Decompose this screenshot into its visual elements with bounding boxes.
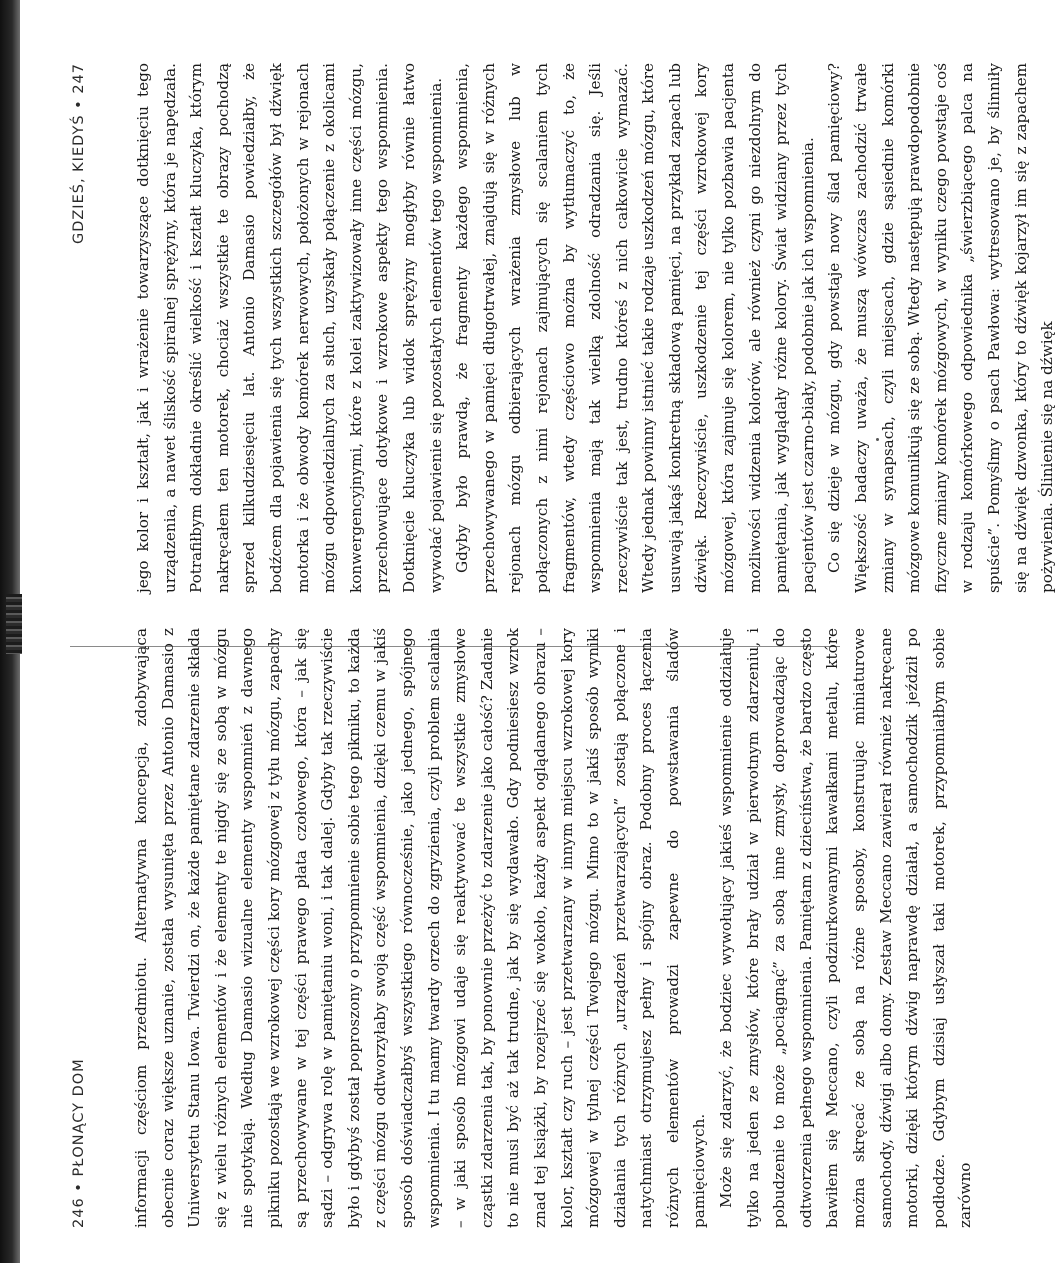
right-paragraph-1: jego kolor i kształt, jak i wrażenie towarzyszące dotknięciu tego urządzenia, a nawet śliskość spiralnej sprężyny, która je napędzała. Potrafiłbym dokładnie określić wielkość i kształt kluczyka, którym nakręcałem ten motorek, chociaż wszystkie te obrazy pochodzą sprzed kilkudziesięciu lat. Antonio Damasio powiedziałby, że bodźcem dla pojawienia się tych wszystkich szczegółów był dźwięk motorka i że obwody komórek nerwowych, położonych w rejonach mózgu odpowiedzialnych za słuch, uzyskały połączenie z okolicami konwergencyjnymi, które z kolei zaktywizowały inne części mózgu, przechowujące dotykowe i wzrokowe aspekty tego wspomnienia. Dotknięcie kluczyka lub widok sprężyny mogłyby równie łatwo wywołać pojawienie się pozostałych elementów tego wspomnienia. xyxy=(134,63,445,593)
gutter-shadow xyxy=(6,594,22,654)
right-page xyxy=(58,63,1057,593)
left-paragraph-2: Może się zdarzyć, że bodziec wywołujący jakieś wspomnienie oddziałuje tylko na jeden ze zmysłów, które brały udział w pierwotnym zdarzeniu, i pobudzenie to może „pociągnąć” za sobą inne zmysły, doprowadzając do odtworzenia pełnego wspomnienia. Pamiętam z dzieciństwa, że bardzo często bawiłem się Meccano, czyli podziurkowanymi kawałkami metalu, które można skręcać ze sobą na różne sposoby, konstruując miniaturowe samochody, dźwigi albo domy. Zestaw Meccano zawierał również nakręcane motorki, dzięki którym dźwig naprawdę działał, a samochodzik jeździł po podłodze. Gdybym dzisiaj usłyszał taki motorek, przypomniałbym sobie zarówno xyxy=(717,628,975,1228)
right-paragraph-3: Co się dzieje w mózgu, gdy powstaje nowy ślad pamięciowy? Większość badaczy uważa, że muszą wówczas zachodzić trwałe zmiany w synapsach, czyli miejscach, gdzie sąsiednie komórki mózgowe komunikują się ze sobą. Wtedy następują prawdopodobnie fizyczne zmiany komórek mózgowych, w wyniku czego powstaje coś w rodzaju komórkowego odpowiednika „świerzbiącego palca na spuście”. Pomyślmy o psach Pawłowa: wytresowano je, by ślinniły się na dźwięk dzwonka, który to dźwięk kojarzył im się z zapachem pożywienia. Ślinienie się na dźwięk xyxy=(825,63,1057,593)
right-page-body xyxy=(100,63,1061,593)
left-running-head: 246 • PŁONĄCY DOM xyxy=(71,1058,87,1228)
left-page-body xyxy=(100,628,979,1228)
left-page xyxy=(58,628,975,1228)
left-paragraph-1: informacji częściom przedmiotu. Alternatywna koncepcja, zdobywająca obecnie coraz większe uznanie, została wysunięta przez Antonio Damasio z Uniwersytetu Stanu Iowa. Twierdzi on, że każde pamiętane zdarzenie składa się z wielu różnych elementów i że elementy te nigdy się ze sobą w mózgu nie spotykają. Według Damasio wizualne elementy wspomnień z dawnego pikniku pozostają we wzrokowej części kory mózgowej z tyłu mózgu, zapachy są przechowywane w tej części prawego płata czołowego, która – jak się sądzi – odgrywa rolę w pamiętaniu woni, i tak dalej. Gdyby tak rzeczywiście było i gdybyś został poproszony o przypomnienie sobie tego pikniku, to każda z części mózgu odtworzyłaby swoją część wspomnienia, dzięki czemu w jakiś sposób doświadczałbyś wszystkiego równocześnie, jako jednego, spójnego wspomnienia. I tu mamy twardy orzech do zgryzienia, czyli problem scalania – w jaki sposób mózgowi udaje się reaktywować te wszystkie zmysłowe cząstki zdarzenia tak, by ponownie przeżyć to zdarzenie jako całość? Zadanie to nie musi być aż tak trudne, jak by się wydawało. Gdy podniesiesz wzrok znad tej książki, by rozejrzeć się wokoło, każdy aspekt oglądanego obrazu – kolor, kształt czy ruch – jest przetwarzany w innym miejscu wzrokowej kory mózgowej w tylnej części Twojego mózgu. Mimo to w jakiś sposób wyniki działania tych różnych „urządzeń przetwarzających” zostają połączone i natychmiast otrzymujesz pełny i spójny obraz. Podobny proces łączenia różnych elementów prowadzi zapewne do powstawania śladów pamięciowych. xyxy=(132,628,709,1228)
right-paragraph-2: Gdyby było prawdą, że fragmenty każdego wspomnienia, przechowywanego w pamięci długotrwałej, znajdują się w różnych rejonach mózgu odbierających wrażenia zmysłowe lub w połączonych z nimi rejonach zajmujących się scalaniem tych fragmentów, wtedy częściowo można by wytłumaczyć to, że wspomnienia mają tak wielką zdolność odradzania się. Jeśli rzeczywiście tak jest, trudno któreś z nich całkowicie wymazać. Wtedy jednak powinny istnieć takie rodzaje uszkodzeń mózgu, które usuwają jakąś konkretną składową pamięci, na przykład zapach lub dźwięk. Rzeczywiście, uszkodzenie tej części wzrokowej kory mózgowej, która zajmuje się kolorem, nie tylko pozbawia pacjenta możliwości widzenia kolorów, ale również czyni go niezdolnym do pamiętania, jak wyglądały różne kolory. Świat widziany przez tych pacjentów jest czarno-biały, podobnie jak ich wspomnienia. xyxy=(453,63,817,593)
right-running-head: GDZIEŚ, KIEDYŚ • 247 xyxy=(71,63,87,245)
